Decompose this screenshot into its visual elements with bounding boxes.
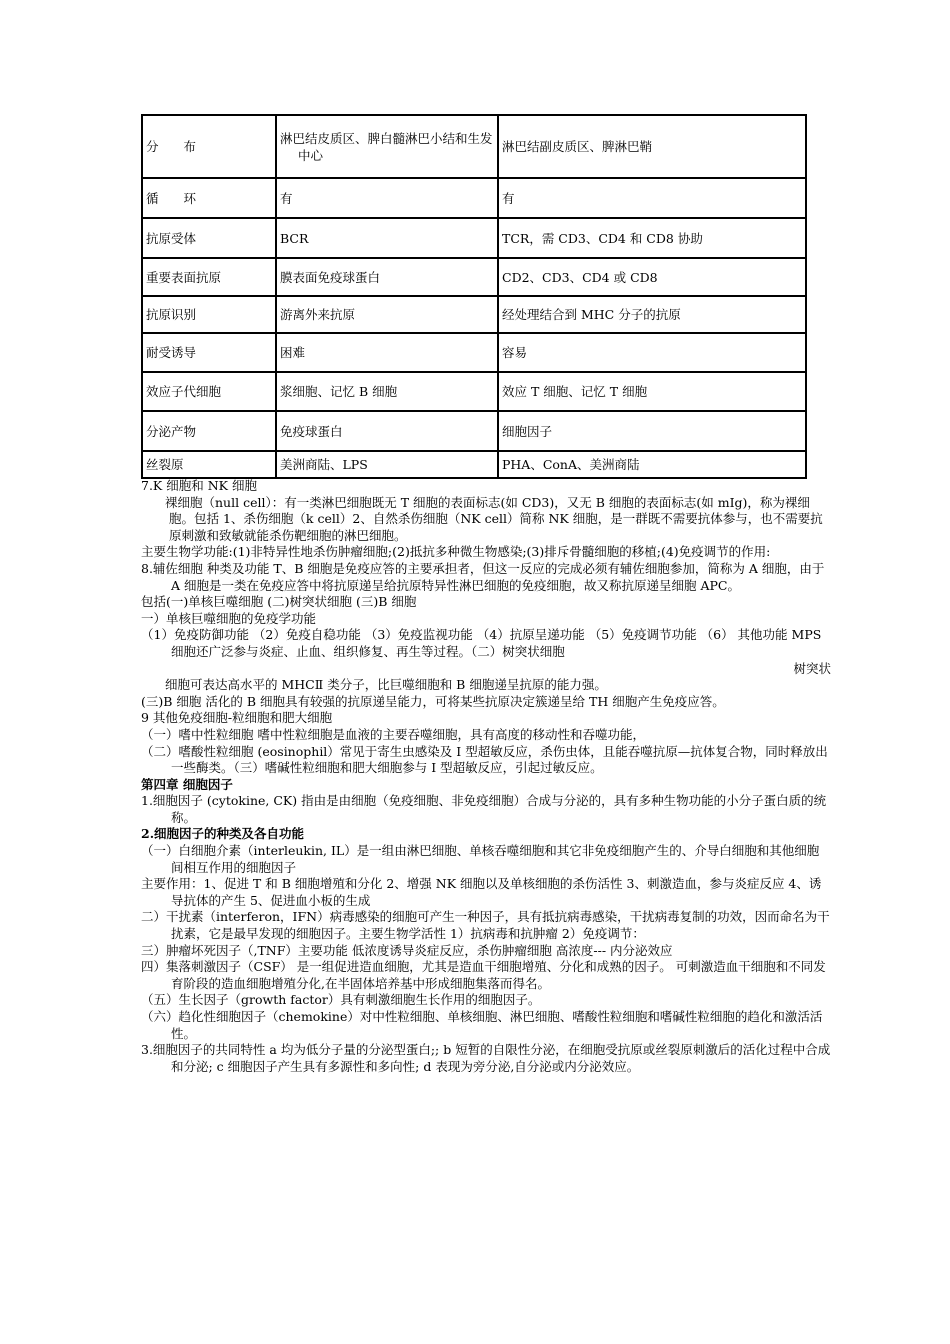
t-cell-value: 效应 T 细胞、记忆 T 细胞: [498, 372, 806, 411]
row-label: 分泌产物: [142, 411, 276, 451]
row-label: 分 布: [142, 115, 276, 178]
t-cell-value: 淋巴结副皮质区、脾淋巴鞘: [498, 115, 806, 178]
paragraph: （五）生长因子（growth factor）具有刺激细胞生长作用的细胞因子。: [141, 992, 541, 1008]
table-row: [142, 178, 806, 218]
row-label: 耐受诱导: [142, 333, 276, 372]
paragraph: （1）免疫防御功能 （2）免疫自稳功能 （3）免疫监视功能 （4）抗原呈递功能 （5）免疫调节功能 （6） 其他功能 MPS 细胞还广泛参与炎症、止血、组织修复、再生等过程。（二）树突状细胞: [141, 627, 822, 659]
t-cell-value: TCR，需 CD3、CD4 和 CD8 协助: [498, 218, 806, 258]
b-cell-value: 游离外来抗原: [276, 296, 498, 333]
b-cell-value: 有: [276, 178, 498, 218]
document-body: [141, 478, 831, 1075]
table-row: [142, 258, 806, 296]
t-cell-value: CD2、CD3、CD4 或 CD8: [498, 258, 806, 296]
paragraph: 裸细胞（null cell）：有一类淋巴细胞既无 T 细胞的表面标志(如 CD3)，又无 B 细胞的表面标志(如 mIg)，称为裸细胞。包括 1、杀伤细胞（k cell）2、自然杀伤细胞（NK cell）简称 NK 细胞，是一群既不需要抗体参与，也不需要抗原刺激和致敏就能杀伤靶细胞的淋巴细胞。: [165, 494, 823, 543]
row-label: 丝裂原: [142, 451, 276, 478]
paragraph: 一）单核巨噬细胞的免疫学功能: [141, 610, 317, 626]
row-label: 重要表面抗原: [142, 258, 276, 296]
paragraph: 3.细胞因子的共同特性 a 均为低分子量的分泌型蛋白;; b 短暂的自限性分泌，在细胞受抗原或丝裂原刺激后的活化过程中合成和分泌; c 细胞因子产生具有多源性和多向性; d 表现为旁分泌,自分泌或内分泌效应。: [141, 1042, 831, 1074]
paragraph: (三)B 细胞 活化的 B 细胞具有较强的抗原递呈能力，可将某些抗原决定簇递呈给 TH 细胞产生免疫应答。: [141, 693, 725, 709]
t-cell-value: 有: [498, 178, 806, 218]
row-label: 循 环: [142, 178, 276, 218]
row-label: 抗原受体: [142, 218, 276, 258]
paragraph: 包括(一)单核巨噬细胞 (二)树突状细胞 (三)B 细胞: [141, 594, 417, 610]
row-label: 抗原识别: [142, 296, 276, 333]
table-row: [142, 218, 806, 258]
chapter-heading: 第四章 细胞因子: [141, 776, 233, 792]
table-row: [142, 451, 806, 478]
paragraph: 主要作用：1、促进 T 和 B 细胞增殖和分化 2、增强 NK 细胞以及单核细胞的杀伤活性 3、刺激造血，参与炎症反应 4、诱导抗体的产生 5、促进血小板的生成: [141, 876, 822, 908]
paragraph: （二）嗜酸性粒细胞 (eosinophil）常见于寄生虫感染及 I 型超敏反应，杀伤虫体，且能吞噬抗原—抗体复合物，同时释放出一些酶类。（三）嗜碱性粒细胞和肥大细胞参与 I 型超敏反应，引起过敏反应。: [141, 743, 828, 776]
row-label: 效应子代细胞: [142, 372, 276, 411]
paragraph: 四）集落刺激因子（CSF） 是一组促进造血细胞，尤其是造血干细胞增殖、分化和成熟的因子。 可刺激造血干细胞和不同发育阶段的造血细胞增殖分化,在半固体培养基中形成细胞集落而得名。: [141, 959, 826, 991]
paragraph: 8.辅佐细胞 种类及功能 T、B 细胞是免疫应答的主要承担者，但这一反应的完成必须有辅佐细胞参加，简称为 A 细胞，由于 A 细胞是一类在免疫应答中将抗原递呈给抗原特异性淋巴细胞的免疫细胞，故又称抗原递呈细胞 APC。: [141, 560, 825, 593]
t-cell-value: 经处理结合到 MHC 分子的抗原: [498, 296, 806, 333]
b-cell-value: 美洲商陆、LPS: [276, 451, 498, 478]
b-cell-value: 膜表面免疫球蛋白: [276, 258, 498, 296]
table-row: [142, 296, 806, 333]
table-row: [142, 333, 806, 372]
paragraph: （一）嗜中性粒细胞 嗜中性粒细胞是血液的主要吞噬细胞，具有高度的移动性和吞噬功能，: [141, 726, 645, 742]
paragraph: （六）趋化性细胞因子（chemokine）对中性粒细胞、单核细胞、淋巴细胞、嗜酸性粒细胞和嗜碱性粒细胞的趋化和激活活性。: [141, 1009, 823, 1041]
t-cell-value: 细胞因子: [498, 411, 806, 451]
table-row: [142, 115, 806, 178]
b-cell-value: 浆细胞、记忆 B 细胞: [276, 372, 498, 411]
t-cell-value: 容易: [498, 333, 806, 372]
paragraph: 树突状: [793, 660, 831, 676]
section-heading: 9 其他免疫细胞-粒细胞和肥大细胞: [141, 710, 333, 726]
paragraph: 1.细胞因子 (cytokine, CK) 指由是由细胞（免疫细胞、非免疫细胞）合成与分泌的，具有多种生物功能的小分子蛋白质的统称。: [141, 793, 827, 825]
comparison-table: [141, 114, 807, 479]
table-row: [142, 372, 806, 411]
b-cell-value: 困难: [276, 333, 498, 372]
paragraph: 主要生物学功能:(1)非特异性地杀伤肿瘤细胞;(2)抵抗多种微生物感染;(3)排斥骨髓细胞的移植;(4)免疫调节的作用:: [141, 544, 771, 560]
t-cell-value: PHA、ConA、美洲商陆: [498, 451, 806, 478]
b-cell-value: BCR: [276, 218, 498, 258]
section-heading: 7.K 细胞和 NK 细胞: [141, 478, 257, 493]
b-cell-value: 淋巴结皮质区、脾白髓淋巴小结和生发中心: [276, 115, 498, 178]
b-cell-value: 免疫球蛋白: [276, 411, 498, 451]
paragraph: 三）肿瘤坏死因子（,TNF）主要功能 低浓度诱导炎症反应，杀伤肿瘤细胞 高浓度--- 内分泌效应: [141, 942, 673, 958]
paragraph: 二）干扰素（interferon，IFN）病毒感染的细胞可产生一种因子，具有抵抗病毒感染，干扰病毒复制的功效，因而命名为干扰素，它是最早发现的细胞因子。主要生物学活性 1）抗病毒和抗肿瘤 2）免疫调节：: [141, 909, 830, 942]
paragraph: 细胞可表达高水平的 MHCⅡ 类分子，比巨噬细胞和 B 细胞递呈抗原的能力强。: [165, 677, 607, 693]
paragraph: （一）白细胞介素（interleukin, IL）是一组由淋巴细胞、单核吞噬细胞和其它非免疫细胞产生的、介导白细胞和其他细胞间相互作用的细胞因子: [141, 843, 820, 875]
table-row: [142, 411, 806, 451]
section-heading: 2.细胞因子的种类及各自功能: [141, 826, 305, 842]
